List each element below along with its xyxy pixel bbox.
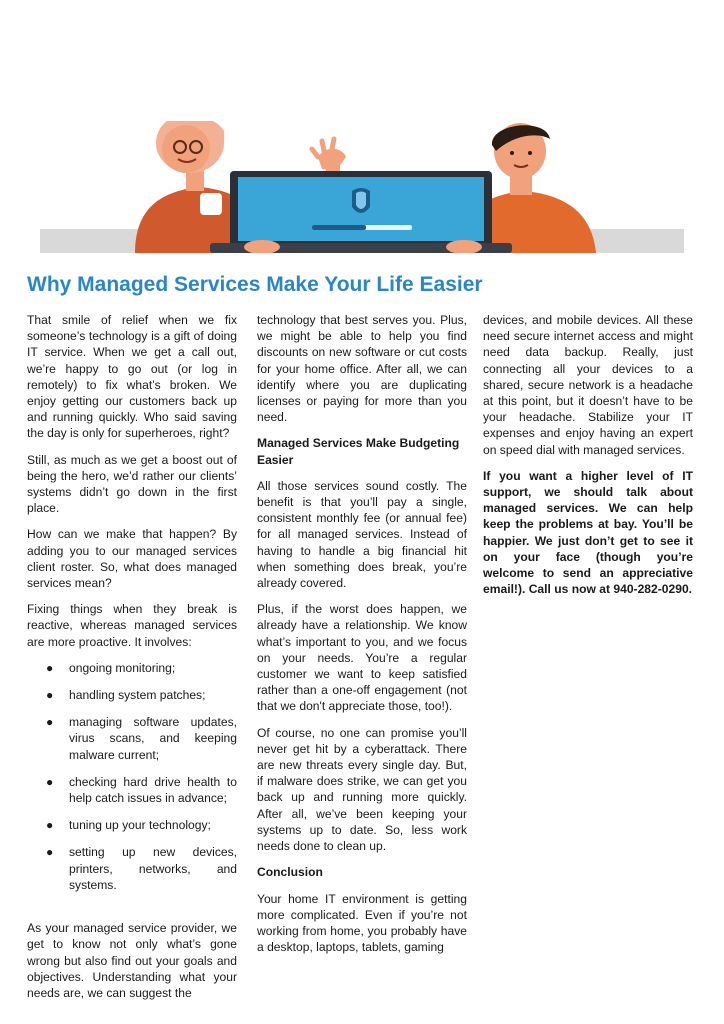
people-laptop-illustration [40, 121, 684, 253]
paragraph: As your managed service provider, we get to know not only what’s gone wrong but also find out your goals and objectives. Understanding what your needs are, we can suggest the [27, 921, 237, 1000]
section-heading: Managed Services Make Budgeting Easier [257, 436, 460, 467]
bullet-icon: ● [46, 715, 54, 730]
column-3 [483, 312, 693, 607]
paragraph: How can we make that happen? By adding you to our managed services client roster. So, what does managed services mean? [27, 527, 237, 591]
bullet-icon: ● [46, 688, 54, 703]
bullet-icon: ● [46, 660, 54, 675]
paragraph: Still, as much as we get a boost out of being the hero, we’d rather our clients’ systems didn’t go down in the first place. [27, 452, 237, 516]
paragraph: Of course, no one can promise you’ll never get hit by a cyberattack. There are new threats every single day. But, if malware does strike, we can get you back up and running more quickly. After all, we’ve been keeping your systems up to date. So, less work needs done to clean up. [257, 725, 467, 854]
paragraph: Plus, if the worst does happen, we already have a relationship. We know what’s important to you, and we focus on your needs. You’re a regular customer we want to keep satisfied rather than a one-off engagement (not that we don't appreciate those, too!). [257, 602, 467, 714]
list-item: ● handling system patches; [46, 688, 206, 703]
paragraph: All those services sound costly. The benefit is that you’ll pay a single, consistent monthly fee (or annual fee) for all managed services. Instead of having to handle a big financial hit when something does break, you’re already covered. [257, 478, 467, 591]
bullet-icon: ● [46, 845, 54, 860]
column-1 [27, 312, 237, 1011]
call-to-action: If you want a higher level of IT support, we should talk about managed services. We can help keep the problems at bay. You’ll be happier. We just don’t get to see it on your face (though you’re welcome to send an appreciative email!). Call us now at 940-282-0290. [483, 468, 693, 597]
list-item: ● setting up new devices, printers, networks, and systems. [46, 845, 237, 892]
list-item: ● checking hard drive health to help catch issues in advance; [46, 774, 237, 806]
bullet-icon: ● [46, 774, 54, 789]
list-item: ● tuning up your technology; [46, 818, 211, 833]
paragraph: Your home IT environment is getting more complicated. Even if you’re not working from home, you probably have a desktop, laptops, tablets, gaming [257, 891, 467, 955]
services-list [27, 660, 237, 893]
page-title: Why Managed Services Make Your Life Easier [27, 273, 483, 296]
paragraph: Fixing things when they break is reactive, whereas managed services are more proactive. It involves: [27, 602, 237, 649]
paragraph: technology that best serves you. Plus, we might be able to help you find discounts on new software or cut costs for your home office. After all, we can identify where you are duplicating licenses or paying for more than you need. [257, 313, 467, 425]
list-item: ● managing software updates, virus scans, and keeping malware current; [46, 715, 237, 762]
hero-illustration [40, 121, 684, 253]
bullet-icon: ● [46, 818, 54, 833]
section-heading: Conclusion [257, 865, 323, 880]
intro-paragraph: That smile of relief when we fix someone’s technology is a gift of doing IT service. When we get a call out, we’re happy to go out (or log in remotely) to fix what’s broken. We enjoy getting our customers back up and running quickly. Who said saving the day is only for superheroes, right? [27, 313, 237, 441]
paragraph: devices, and mobile devices. All these need secure internet access and might need data backup. Really, just connecting all your devices to a shared, secure network is a headache at this point, but it doesn’t have to be your headache. Stabilize your IT expenses and enjoy having an expert on speed dial with managed services. [483, 313, 693, 457]
list-item: ● ongoing monitoring; [46, 660, 176, 675]
column-2 [257, 312, 467, 965]
